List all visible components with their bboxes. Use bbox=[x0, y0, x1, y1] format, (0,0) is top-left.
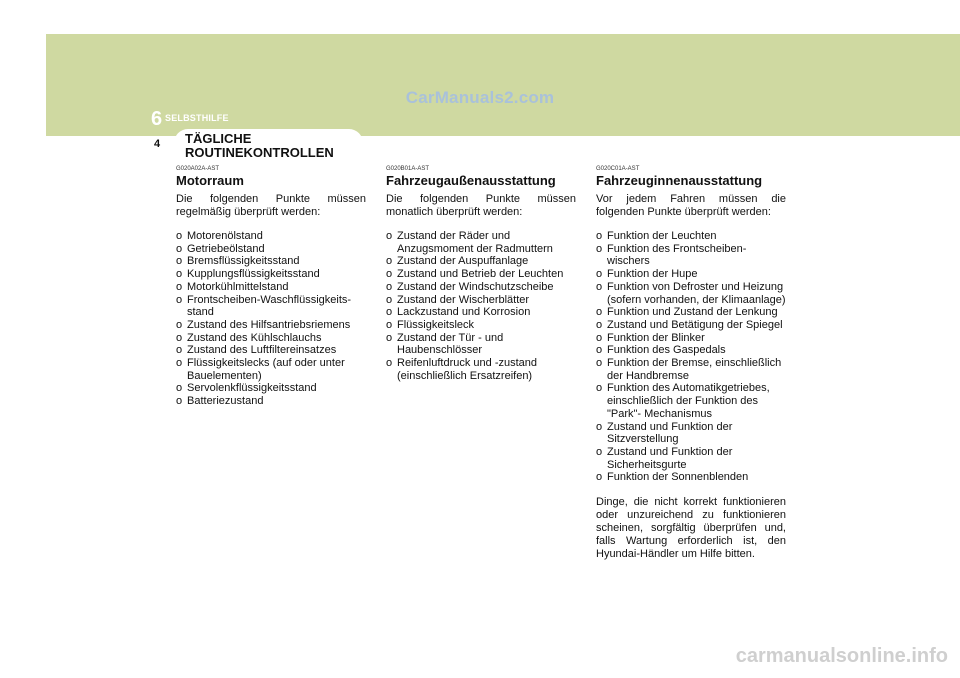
section-code: G020B01A-AST bbox=[386, 166, 430, 172]
section-title-line1: TÄGLICHE bbox=[185, 131, 252, 146]
section-outro: Dinge, die nicht korrekt funktionieren oder unzureichend zu funktionieren scheinen, sorgfältig überprüfen und, falls Wartung erforderlich ist, den Hyundai-Händler um Hilfe bitten. bbox=[596, 496, 786, 561]
list-item-text: Kupplungsflüssigkeitsstand bbox=[187, 268, 320, 281]
list-item bbox=[176, 395, 366, 408]
list-item-text: Zustand der Räder und Anzugsmoment der Radmuttern bbox=[397, 230, 553, 255]
bullet-marker: o bbox=[176, 331, 183, 344]
bullet-marker: o bbox=[596, 357, 603, 370]
list-item bbox=[596, 230, 786, 243]
bullet-marker: o bbox=[596, 445, 603, 458]
list-item-text: Motorkühlmittelstand bbox=[187, 280, 289, 293]
list-item bbox=[176, 344, 366, 357]
list-item bbox=[596, 306, 786, 319]
column-motorraum bbox=[176, 165, 366, 408]
bullet-marker: o bbox=[386, 331, 393, 344]
bullet-marker: o bbox=[386, 230, 393, 242]
chapter-number: 6 bbox=[151, 108, 163, 130]
list-item bbox=[596, 332, 786, 345]
column-aussenausstattung bbox=[386, 165, 576, 382]
checklist bbox=[596, 230, 786, 484]
list-item-text: Funktion der Leuchten bbox=[607, 230, 717, 242]
list-item-text: Funktion des Automatikgetriebes, einschließlich der Funktion des "Park"- Mechanismus bbox=[607, 382, 770, 420]
list-item bbox=[596, 357, 786, 382]
list-item-text: Zustand und Betätigung der Spiegel bbox=[607, 318, 783, 331]
list-item bbox=[596, 319, 786, 332]
bullet-marker: o bbox=[386, 306, 393, 319]
list-item bbox=[596, 344, 786, 357]
list-item-text: Funktion der Blinker bbox=[607, 331, 705, 344]
list-item-text: Zustand und Betrieb der Leuchten bbox=[397, 268, 564, 281]
list-item bbox=[176, 268, 366, 281]
list-item-text: Zustand des Luftfiltereinsatzes bbox=[187, 344, 337, 357]
list-item bbox=[386, 319, 576, 332]
list-item-text: Funktion des Gaspedals bbox=[607, 344, 726, 357]
list-item bbox=[176, 255, 366, 268]
chapter-label: SELBSTHILFE bbox=[165, 113, 229, 123]
list-item-text: Funktion von Defroster und Heizung (sofern vorhanden, der Klimaanlage) bbox=[607, 280, 786, 306]
list-item-text: Flüssigkeitsleck bbox=[397, 318, 475, 331]
checklist bbox=[176, 230, 366, 408]
bullet-marker: o bbox=[176, 268, 183, 281]
column-innenausstattung bbox=[596, 165, 786, 572]
section-title bbox=[185, 132, 334, 160]
watermark-top: CarManuals2.com bbox=[405, 88, 555, 107]
bullet-marker: o bbox=[176, 255, 183, 268]
list-item bbox=[176, 382, 366, 395]
list-item bbox=[176, 243, 366, 256]
watermark-bottom: carmanualsonline.info bbox=[735, 645, 948, 667]
list-item-text: Zustand des Kühlschlauchs bbox=[187, 331, 322, 344]
list-item bbox=[176, 230, 366, 243]
section-intro: Die folgenden Punkte müssen monatlich überprüft werden: bbox=[386, 193, 576, 218]
list-item bbox=[176, 332, 366, 345]
page-number: 4 bbox=[154, 138, 161, 150]
list-item-text: Funktion und Zustand der Lenkung bbox=[607, 306, 778, 319]
list-item bbox=[386, 306, 576, 319]
list-item bbox=[596, 268, 786, 281]
bullet-marker: o bbox=[386, 280, 393, 293]
list-item-text: Zustand und Funktion der Sitzverstellung bbox=[607, 420, 733, 446]
section-intro: Die folgenden Punkte müssen regelmäßig überprüft werden: bbox=[176, 193, 366, 218]
list-item-text: Getriebeölstand bbox=[187, 242, 265, 255]
bullet-marker: o bbox=[176, 344, 183, 357]
list-item-text: Bremsflüssigkeitsstand bbox=[187, 255, 300, 268]
list-item bbox=[386, 255, 576, 268]
list-item-text: Funktion des Frontscheiben-wischers bbox=[607, 242, 747, 268]
bullet-marker: o bbox=[386, 318, 393, 331]
list-item bbox=[596, 243, 786, 268]
list-item bbox=[386, 357, 576, 382]
bullet-marker: o bbox=[596, 268, 603, 281]
list-item-text: Reifenluftdruck und -zustand (einschließlich Ersatzreifen) bbox=[397, 357, 538, 382]
section-intro: Vor jedem Fahren müssen die folgenden Punkte überprüft werden: bbox=[596, 193, 786, 218]
list-item bbox=[176, 281, 366, 294]
list-item-text: Lackzustand und Korrosion bbox=[397, 306, 531, 319]
list-item bbox=[386, 268, 576, 281]
list-item bbox=[596, 471, 786, 484]
bullet-marker: o bbox=[596, 230, 603, 242]
list-item bbox=[386, 294, 576, 307]
list-item bbox=[386, 230, 576, 255]
list-item-text: Motorenölstand bbox=[187, 230, 263, 242]
bullet-marker: o bbox=[176, 357, 183, 370]
list-item bbox=[596, 281, 786, 306]
list-item-text: Zustand der Windschutzscheibe bbox=[397, 280, 554, 293]
bullet-marker: o bbox=[386, 357, 393, 370]
list-item-text: Zustand des Hilfsantriebsriemens bbox=[187, 318, 351, 331]
list-item-text: Batteriezustand bbox=[187, 395, 264, 408]
list-item bbox=[596, 446, 786, 471]
list-item-text: Funktion der Bremse, einschließlich der Handbremse bbox=[607, 357, 782, 382]
section-title-line2: ROUTINEKONTROLLEN bbox=[185, 145, 334, 160]
bullet-marker: o bbox=[176, 230, 183, 242]
list-item bbox=[596, 382, 786, 420]
section-heading: Motorraum bbox=[176, 173, 244, 188]
section-heading: Fahrzeuginnenausstattung bbox=[596, 173, 763, 188]
list-item bbox=[176, 319, 366, 332]
list-item-text: Zustand der Auspuffanlage bbox=[397, 255, 529, 268]
bullet-marker: o bbox=[596, 280, 603, 293]
list-item bbox=[596, 421, 786, 446]
list-item bbox=[386, 332, 576, 357]
bullet-marker: o bbox=[596, 382, 603, 395]
list-item bbox=[176, 294, 366, 319]
bullet-marker: o bbox=[176, 382, 183, 395]
section-code: G020C01A-AST bbox=[596, 166, 640, 172]
list-item bbox=[386, 281, 576, 294]
bullet-marker: o bbox=[596, 471, 603, 484]
list-item-text: Frontscheiben-Waschflüssigkeits-stand bbox=[187, 293, 352, 319]
bullet-marker: o bbox=[386, 293, 393, 306]
list-item-text: Zustand der Wischerblätter bbox=[397, 293, 530, 306]
bullet-marker: o bbox=[596, 306, 603, 319]
bullet-marker: o bbox=[386, 255, 393, 268]
bullet-marker: o bbox=[176, 395, 183, 408]
bullet-marker: o bbox=[596, 420, 603, 433]
bullet-marker: o bbox=[176, 242, 183, 255]
list-item-text: Servolenkflüssigkeitsstand bbox=[187, 382, 317, 395]
list-item-text: Funktion der Sonnenblenden bbox=[607, 471, 749, 484]
bullet-marker: o bbox=[596, 242, 603, 255]
list-item-text: Zustand der Tür - und Haubenschlösser bbox=[397, 331, 504, 357]
bullet-marker: o bbox=[176, 280, 183, 293]
checklist bbox=[386, 230, 576, 382]
list-item-text: Funktion der Hupe bbox=[607, 268, 698, 281]
list-item bbox=[176, 357, 366, 382]
bullet-marker: o bbox=[176, 318, 183, 331]
bullet-marker: o bbox=[596, 318, 603, 331]
bullet-marker: o bbox=[596, 344, 603, 357]
list-item-text: Flüssigkeitslecks (auf oder unter Bauelementen) bbox=[187, 357, 345, 382]
section-code: G020A02A-AST bbox=[176, 166, 220, 172]
bullet-marker: o bbox=[176, 293, 183, 306]
section-heading: Fahrzeugaußenausstattung bbox=[386, 173, 556, 188]
bullet-marker: o bbox=[386, 268, 393, 281]
list-item-text: Zustand und Funktion der Sicherheitsgurte bbox=[607, 445, 733, 471]
bullet-marker: o bbox=[596, 331, 603, 344]
